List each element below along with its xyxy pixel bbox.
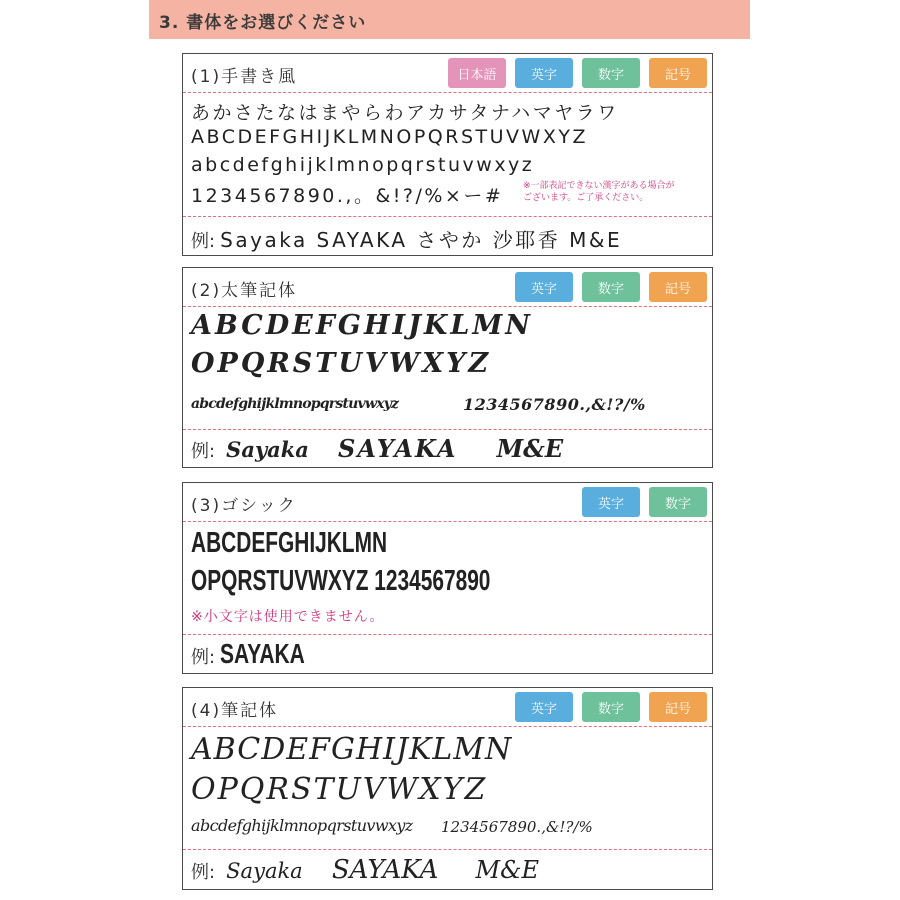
kanji-note [523,180,675,204]
badge-alpha: 英字 [515,58,573,88]
badge-numeric: 数字 [582,692,640,722]
badge-numeric: 数字 [582,58,640,88]
badge-numeric: 数字 [582,272,640,302]
example-row [191,638,333,670]
font-title: (3)ゴシック [191,496,297,516]
divider [183,306,712,307]
divider [183,92,712,93]
divider [183,634,712,635]
badge-japanese: 日本語 [448,58,506,88]
font-option-script[interactable] [182,687,713,890]
example-row [191,224,622,253]
lowercase-note: ※小文字は使用できません。 [191,609,385,625]
example-label: 例: [191,441,216,462]
font-option-bold-script[interactable] [182,267,713,468]
sample-uppercase: ABCDEFGHIJKLMN [191,527,388,559]
divider [183,429,712,430]
font-title: (1)手書き風 [191,67,298,87]
kanji-note-line: ※一部表記できない漢字がある場合が [523,181,675,191]
badge-symbol: 記号 [649,58,707,88]
example-text: Sayaka [226,859,303,883]
example-text: M&E [496,434,564,463]
example-label: 例: [191,862,216,883]
example-label: 例: [191,231,216,252]
badge-symbol: 記号 [649,272,707,302]
sample-uppercase: OPQRSTUVWXYZ [191,772,488,807]
example-text: Sayaka SAYAKA さやか 沙耶香 M&E [220,228,623,252]
badge-numeric: 数字 [649,487,707,517]
sample-kana: あかさたなはまやらわアカサタナハマヤラワ [191,102,619,124]
kanji-note-line: ございます。ご了承ください。 [523,193,649,203]
font-option-gothic[interactable] [182,482,713,674]
font-title: (4)筆記体 [191,701,279,721]
badge-group [448,58,707,88]
divider [183,849,712,850]
font-title: (2)太筆記体 [191,281,298,301]
sample-numbers-symbols: 1234567890.,&!?/% [463,395,646,414]
sample-uppercase-numbers: OPQRSTUVWXYZ 1234567890 [191,565,491,597]
example-label: 例: [191,647,216,668]
sample-uppercase: ABCDEFGHIJKLMNOPQRSTUVWXYZ [191,126,588,148]
sample-lowercase: abcdefghijklmnopqrstuvwxyz [191,396,399,412]
font-option-handwriting[interactable] [182,53,713,256]
example-row [191,855,539,885]
sample-lowercase: abcdefghijklmnopqrstuvwxyz [191,154,535,176]
sample-uppercase: OPQRSTUVWXYZ [191,348,492,379]
example-row [191,434,563,463]
sample-uppercase: ABCDEFGHIJKLMN [191,310,533,341]
badge-alpha: 英字 [515,272,573,302]
sample-numbers-symbols: 1234567890.,&!?/% [441,818,593,836]
example-text: SAYAKA [338,434,458,463]
badge-symbol: 記号 [649,692,707,722]
badge-group [582,487,707,517]
example-text: Sayaka [226,437,309,462]
badge-alpha: 英字 [515,692,573,722]
badge-group [515,272,707,302]
sample-lowercase: abcdefghijklmnopqrstuvwxyz [191,816,413,835]
section-header [149,0,750,39]
divider [183,726,712,727]
example-text: SAYAKA [331,855,439,885]
section-title: 3. 書体をお選びください [159,13,367,33]
example-text: M&E [475,856,539,884]
badge-group [515,692,707,722]
badge-alpha: 英字 [582,487,640,517]
example-text: SAYAKA [220,638,305,669]
divider [183,521,712,522]
divider [183,216,712,217]
sample-numbers-symbols: 1234567890.,。&!?/%×ー# [191,185,504,207]
sample-uppercase: ABCDEFGHIJKLMN [191,732,513,767]
